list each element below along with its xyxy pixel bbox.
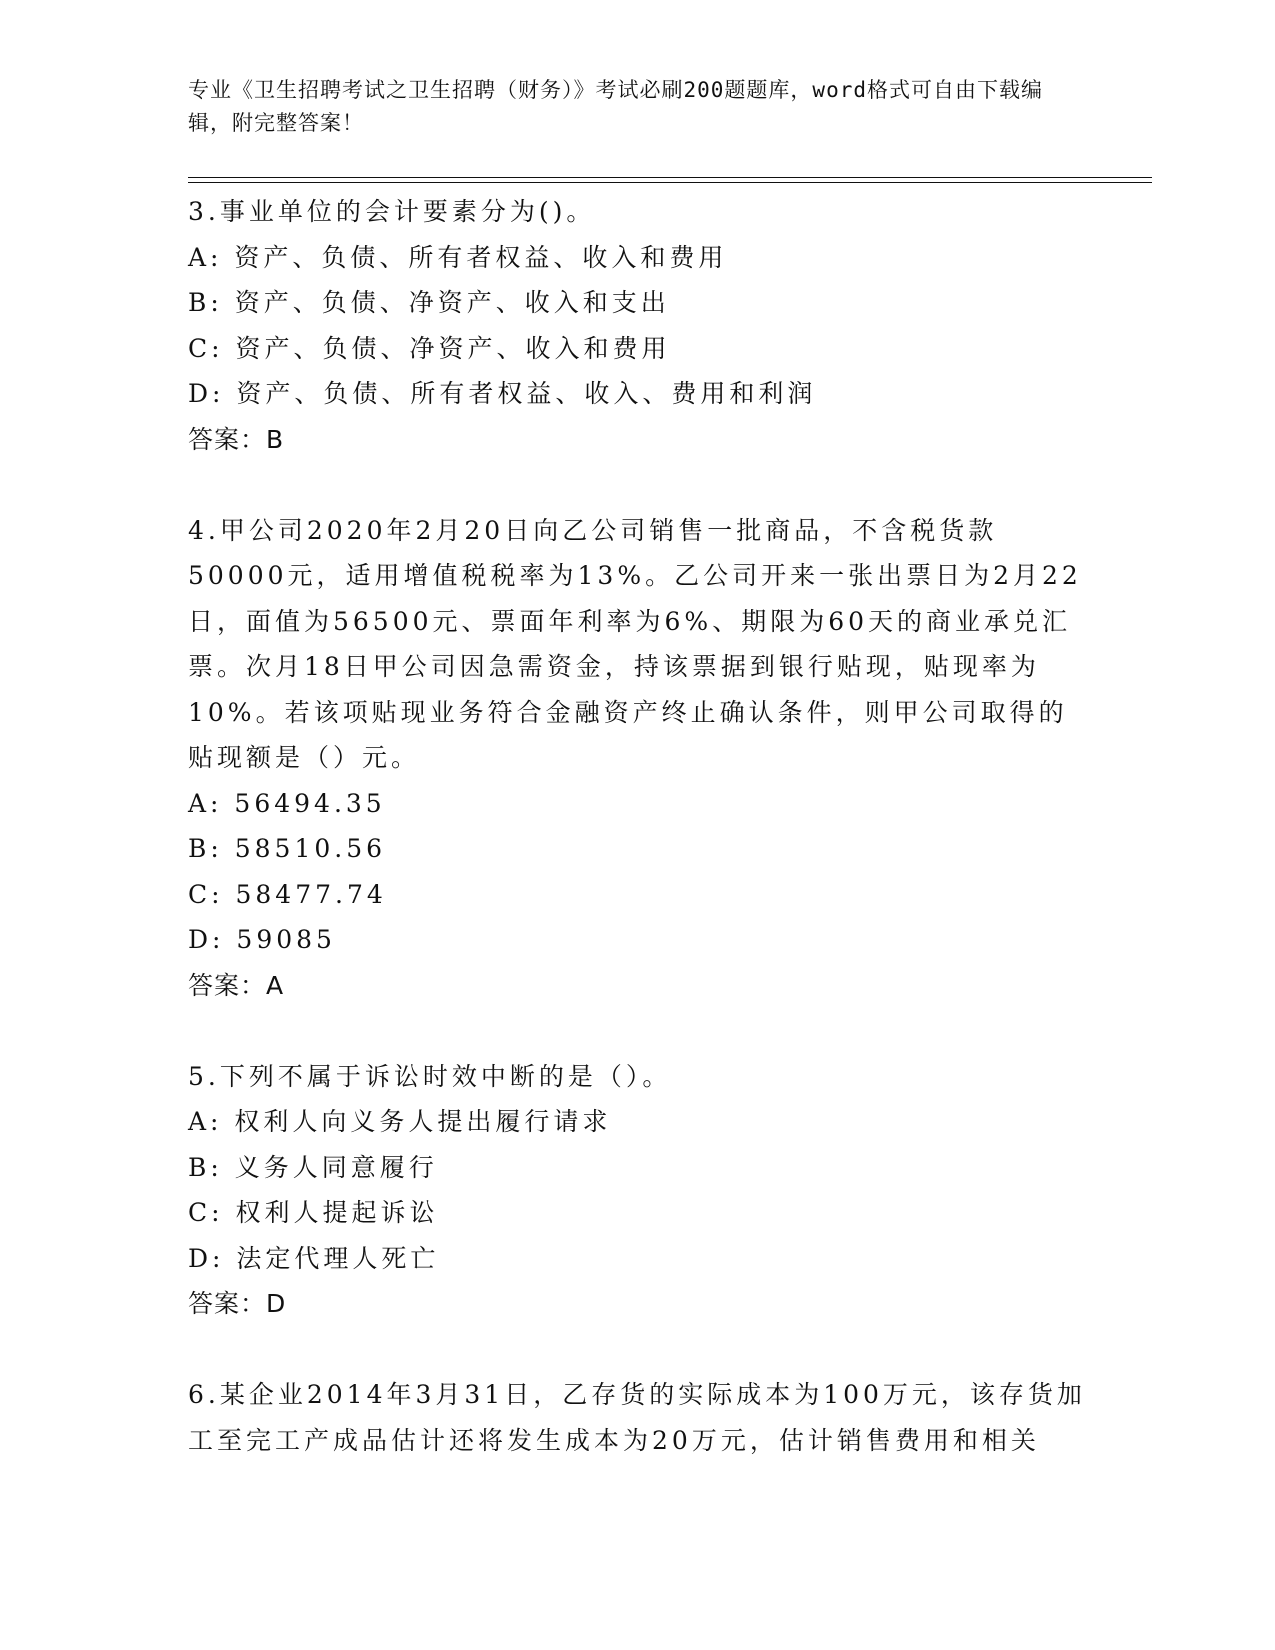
question-stem: 4.甲公司2020年2月20日向乙公司销售一批商品，不含税货款50000元，适用增值税税率为13%。乙公司开来一张出票日为2月22日，面值为56500元、票面年利率为6%、期限为60天的商业承兑汇票。次月18日甲公司因急需资金，持该票据到银行贴现，贴现率为10%。若该项贴现业务符合金融资产终止确认条件，则甲公司取得的贴现额是（）元。: [188, 515, 1082, 772]
option-c: C: 资产、负债、净资产、收入和费用: [188, 333, 671, 363]
question-spacer: [188, 1008, 1108, 1054]
question-stem: 5.下列不属于诉讼时效中断的是（）。: [188, 1061, 672, 1091]
question-list: [188, 189, 1108, 1463]
option-b: B: 资产、负债、净资产、收入和支出: [188, 288, 670, 317]
answer-label: 答案：A: [188, 970, 285, 1000]
question-spacer: [188, 1327, 1108, 1373]
question-stem: 6.某企业2014年3月31日，乙存货的实际成本为100万元，该存货加工至完工产成品估计还将发生成本为20万元，估计销售费用和相关: [188, 1380, 1086, 1455]
option-b: B: 义务人同意履行: [188, 1152, 438, 1182]
option-a: A: 56494.35: [188, 788, 386, 818]
option-a: A: 资产、负债、所有者权益、收入和费用: [188, 242, 728, 272]
document-header: 专业《卫生招聘考试之卫生招聘（财务）》考试必刷200题题库，word格式可自由下载编辑，附完整答案！: [188, 78, 1043, 135]
answer-label: 答案：B: [188, 424, 285, 454]
question-stem: 3.事业单位的会计要素分为()。: [188, 197, 596, 226]
option-c: C: 58477.74: [188, 879, 387, 909]
question-spacer: [188, 462, 1108, 508]
option-b: B: 58510.56: [188, 834, 387, 863]
question-4: [188, 508, 1108, 1009]
question-5: [188, 1054, 1108, 1327]
option-d: D: 资产、负债、所有者权益、收入、费用和利润: [188, 379, 817, 408]
answer-label: 答案：D: [188, 1289, 287, 1318]
option-c: C: 权利人提起诉讼: [188, 1198, 439, 1227]
option-a: A: 权利人向义务人提出履行请求: [188, 1107, 612, 1136]
question-6: [188, 1372, 1108, 1463]
option-d: D: 59085: [188, 925, 336, 954]
header-divider-top: [188, 177, 1152, 178]
option-d: D: 法定代理人死亡: [188, 1243, 440, 1273]
header-divider-bottom: [188, 182, 1152, 183]
question-3: [188, 189, 1108, 462]
